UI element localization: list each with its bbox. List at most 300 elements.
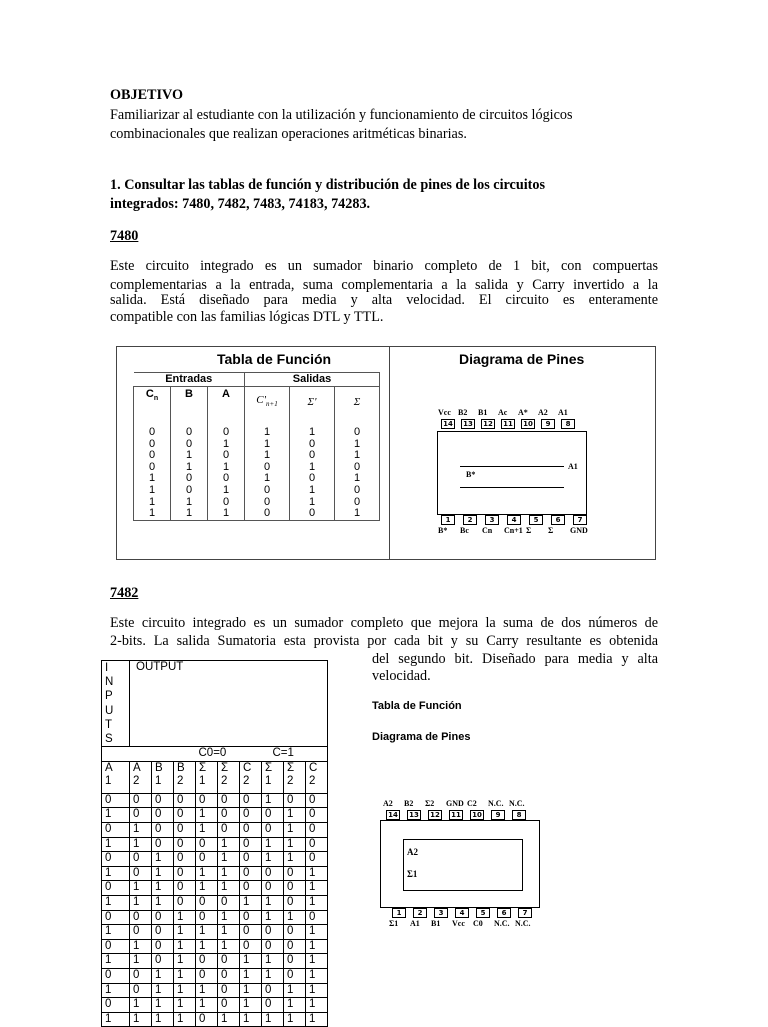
top-pin-label: A* [518, 408, 528, 417]
pin-10: 10 [470, 810, 484, 820]
table-cell: 1 [335, 439, 380, 451]
table-cell: 0 [152, 910, 174, 925]
ic7480-figure [116, 346, 656, 560]
table-cell: 1 [335, 473, 380, 485]
table-cell: 1 [208, 439, 245, 451]
table-cell: 0 [262, 939, 284, 954]
table-cell: 0 [152, 954, 174, 969]
inputs-letter: S [105, 733, 113, 746]
column-header-top: B [155, 761, 163, 774]
table-cell: 0 [134, 419, 171, 439]
table-cell: 0 [262, 866, 284, 881]
table-cell: 0 [130, 793, 152, 808]
c1-label: C=1 [272, 747, 294, 760]
table-row [102, 852, 328, 867]
table-row [102, 823, 328, 838]
table-cell: 0 [174, 895, 196, 910]
pin-diagram-title: Diagrama de Pines [459, 351, 585, 367]
table-cell: 1 [218, 852, 240, 867]
table-cell: 0 [306, 910, 328, 925]
table-cell: 1 [284, 910, 306, 925]
table-cell: 0 [245, 497, 290, 509]
bottom-pin-label: Σ [526, 526, 532, 535]
table-cell: 1 [245, 450, 290, 462]
column-header-sub: 2 [133, 774, 140, 787]
table-cell: 0 [218, 954, 240, 969]
table-row [102, 998, 328, 1013]
table-cell: 1 [240, 968, 262, 983]
table-cell: 0 [262, 881, 284, 896]
bottom-pin-label: Cn+1 [504, 526, 523, 535]
pin-3: 3 [485, 515, 499, 525]
table-cell: 0 [284, 925, 306, 940]
table-row [102, 793, 328, 808]
table-cell: 0 [134, 439, 171, 451]
column-header-sub: 1 [199, 774, 206, 787]
table-cell: 1 [262, 910, 284, 925]
bottom-pin-label: Bc [460, 526, 469, 535]
table-cell: 1 [134, 473, 171, 485]
table-cell: 1 [174, 1012, 196, 1027]
pin-5: 5 [476, 908, 490, 918]
table-cell: 1 [102, 983, 130, 998]
ic7482-line-4: velocidad. [372, 668, 431, 684]
table-cell: 0 [102, 823, 130, 838]
header-sigma: Σ [335, 387, 380, 420]
table-cell: 0 [218, 998, 240, 1013]
inputs-letter: N [105, 676, 114, 689]
table-cell: 1 [196, 983, 218, 998]
table-cell: 0 [240, 910, 262, 925]
table-cell: 1 [174, 998, 196, 1013]
table-cell: 1 [174, 910, 196, 925]
table-cell: 0 [240, 925, 262, 940]
column-header [174, 761, 196, 793]
table-cell: 0 [262, 823, 284, 838]
table-cell: 0 [130, 983, 152, 998]
ic7482-pins-label: Diagrama de Pines [372, 731, 471, 743]
inner-b-label: B* [466, 470, 476, 479]
table-cell: 0 [174, 837, 196, 852]
table-cell: 1 [152, 968, 174, 983]
table-row [102, 866, 328, 881]
table-cell: 0 [196, 895, 218, 910]
pin-11: 11 [449, 810, 463, 820]
table-cell: 0 [240, 808, 262, 823]
table-cell: 0 [134, 462, 171, 474]
pin-12: 12 [481, 419, 495, 429]
table-cell: 0 [240, 823, 262, 838]
table-cell: 0 [174, 808, 196, 823]
table-cell: 1 [306, 954, 328, 969]
top-pin-label: Vcc [438, 408, 451, 417]
pin-13: 13 [461, 419, 475, 429]
table-cell: 1 [218, 939, 240, 954]
column-header-top: A [133, 761, 141, 774]
inputs-letter: U [105, 704, 114, 717]
table-cell: 0 [208, 497, 245, 509]
table-cell: 1 [306, 925, 328, 940]
bottom-pin-label: Σ1 [389, 919, 399, 928]
table-cell: 0 [196, 837, 218, 852]
pin-13: 13 [407, 810, 421, 820]
table-cell: 1 [306, 983, 328, 998]
table-cell: 0 [262, 998, 284, 1013]
table-cell: 1 [306, 968, 328, 983]
table-cell: 0 [152, 823, 174, 838]
column-header-sub: 1 [105, 774, 112, 787]
table-cell: 1 [240, 954, 262, 969]
table-cell: 1 [152, 895, 174, 910]
column-header [196, 761, 218, 793]
output-label: OUTPUT [136, 661, 184, 673]
table-cell: 1 [284, 1012, 306, 1027]
column-header-top: Σ [287, 761, 295, 774]
table-cell: 1 [152, 998, 174, 1013]
objetivo-line-1: Familiarizar al estudiante con la utilización y funcionamiento de circuitos lógicos [110, 107, 573, 123]
table-cell: 1 [171, 508, 208, 520]
chip-body [437, 431, 587, 515]
table-cell: 1 [196, 939, 218, 954]
header-b: B [171, 387, 208, 420]
ic7482-line-2: 2-bits. La salida Sumatoria esta provista por cada bit y su Carry resultante es obtenida [110, 633, 658, 649]
bottom-pin-label: B1 [431, 919, 441, 928]
table-row [102, 925, 328, 940]
table-cell: 0 [240, 866, 262, 881]
column-header [284, 761, 306, 793]
ic7480-line-4: compatible con las familias lógicas DTL y TTL. [110, 309, 384, 325]
objetivo-heading: OBJETIVO [110, 87, 184, 103]
table-cell: 1 [290, 419, 335, 439]
column-header-top: A [105, 761, 113, 774]
table-row [102, 954, 328, 969]
c1-label-cell [262, 747, 328, 762]
column-header-top: C [309, 761, 318, 774]
table-row [134, 508, 380, 520]
table-cell: 1 [290, 485, 335, 497]
column-header-sub: 1 [155, 774, 162, 787]
table-cell: 0 [335, 485, 380, 497]
c0-label: C0=0 [198, 747, 227, 760]
table-row [134, 485, 380, 497]
table-row [102, 808, 328, 823]
table-cell: 0 [262, 925, 284, 940]
inner-a2-label: A2 [407, 847, 418, 857]
top-pin-label: B1 [478, 408, 488, 417]
pin-3: 3 [434, 908, 448, 918]
table-cell: 1 [130, 998, 152, 1013]
inner-s1-label: Σ1 [407, 869, 418, 879]
table-cell: 1 [171, 497, 208, 509]
table-cell: 0 [306, 808, 328, 823]
table-cell: 0 [174, 823, 196, 838]
table-cell: 1 [218, 866, 240, 881]
ic7480-line-1: Este circuito integrado es un sumador binario completo de 1 bit, con compuertas [110, 258, 658, 274]
chip82-body [380, 820, 540, 908]
table-cell: 0 [306, 837, 328, 852]
table-cell: 0 [102, 852, 130, 867]
table-cell: 0 [240, 837, 262, 852]
top-pin-label: B2 [404, 799, 414, 808]
table-cell: 0 [245, 485, 290, 497]
column-header [152, 761, 174, 793]
inputs-letter: T [105, 718, 113, 731]
table-cell: 0 [130, 808, 152, 823]
top-pin-label: GND [446, 799, 464, 808]
section1-line-2: integrados: 7480, 7482, 7483, 74183, 74283. [110, 196, 371, 212]
header-a: A [208, 387, 245, 420]
top-pin-label: A2 [538, 408, 548, 417]
top-pin-label: A1 [558, 408, 568, 417]
table-cell: 0 [306, 793, 328, 808]
table-cell: 0 [196, 910, 218, 925]
table-cell: 0 [196, 852, 218, 867]
table-cell: 1 [130, 954, 152, 969]
table-cell: 1 [262, 895, 284, 910]
table-cell: 0 [240, 852, 262, 867]
table-cell: 1 [240, 983, 262, 998]
table-cell: 0 [174, 866, 196, 881]
header-cn-plus-1: $C'_{n+1}$ [245, 387, 290, 420]
table-cell: 1 [196, 881, 218, 896]
table-cell: 0 [130, 852, 152, 867]
bottom-pin-label: N.C. [494, 919, 510, 928]
table-cell: 0 [262, 808, 284, 823]
table-cell: 0 [218, 983, 240, 998]
table-cell: 1 [306, 895, 328, 910]
top-pin-label: Ac [498, 408, 508, 417]
table-cell: 0 [152, 939, 174, 954]
function-table-title: Tabla de Función [217, 351, 332, 367]
pin-1: 1 [441, 515, 455, 525]
top-pin-label: A2 [383, 799, 393, 808]
table-row [102, 1012, 328, 1027]
pin-12: 12 [428, 810, 442, 820]
pin-14: 14 [441, 419, 455, 429]
ic7482-pin-diagram [380, 790, 550, 940]
table-cell: 1 [262, 793, 284, 808]
pin-6: 6 [551, 515, 565, 525]
table-cell: 0 [102, 793, 130, 808]
table-cell: 0 [174, 852, 196, 867]
table-cell: 1 [284, 983, 306, 998]
table-cell: 1 [134, 485, 171, 497]
bottom-pin-label: C0 [473, 919, 483, 928]
table-cell: 1 [306, 1012, 328, 1027]
table-cell: 0 [152, 925, 174, 940]
ic7482-function-table [101, 660, 328, 1027]
internal-wiring [460, 466, 564, 488]
group-outputs: Salidas [245, 373, 380, 387]
table-cell: 0 [218, 895, 240, 910]
table-cell: 0 [284, 954, 306, 969]
table-row [102, 939, 328, 954]
table-row [134, 497, 380, 509]
table-cell: 0 [335, 497, 380, 509]
table-cell: 1 [284, 808, 306, 823]
table-cell: 1 [196, 823, 218, 838]
table-cell: 0 [196, 954, 218, 969]
table-cell: 1 [306, 866, 328, 881]
table-cell: 1 [284, 823, 306, 838]
pin-14: 14 [386, 810, 400, 820]
top-pin-label: Σ2 [425, 799, 435, 808]
table-cell: 0 [290, 439, 335, 451]
table-cell: 1 [130, 881, 152, 896]
table-cell: 0 [284, 939, 306, 954]
table-cell: 1 [284, 837, 306, 852]
ic7480-function-table [133, 372, 380, 521]
table-cell: 1 [335, 508, 380, 520]
table-cell: 0 [306, 852, 328, 867]
table-cell: 1 [218, 837, 240, 852]
ic7482-heading: 7482 [110, 585, 139, 601]
table-row [102, 983, 328, 998]
table-cell: 1 [152, 983, 174, 998]
table-cell: 0 [284, 895, 306, 910]
table-cell: 0 [262, 983, 284, 998]
table-cell: 1 [102, 1012, 130, 1027]
table-cell: 0 [196, 793, 218, 808]
table-cell: 0 [218, 968, 240, 983]
top-pin-label: N.C. [488, 799, 504, 808]
table-cell: 1 [174, 925, 196, 940]
table-row [134, 450, 380, 462]
table-cell: 0 [284, 968, 306, 983]
table-row [134, 439, 380, 451]
column-header-top: C [243, 761, 252, 774]
table-row [102, 881, 328, 896]
table-cell: 0 [240, 793, 262, 808]
table-row [102, 837, 328, 852]
column-header [218, 761, 240, 793]
table-cell: 1 [284, 852, 306, 867]
top-pin-label: N.C. [509, 799, 525, 808]
chip82-inner-block [403, 839, 523, 891]
table-row [134, 473, 380, 485]
ic7482-function-label: Tabla de Función [372, 700, 462, 712]
table-cell: 1 [245, 419, 290, 439]
header-sigma-prime: Σ' [290, 387, 335, 420]
table-cell: 1 [335, 450, 380, 462]
column-header-sub: 2 [309, 774, 316, 787]
table-cell: 0 [102, 910, 130, 925]
ic7482-line-3: del segundo bit. Diseñado para media y alta [372, 651, 658, 667]
pin-4: 4 [455, 908, 469, 918]
pin-8: 8 [512, 810, 526, 820]
pin-6: 6 [497, 908, 511, 918]
column-header-top: Σ [221, 761, 229, 774]
column-header [262, 761, 284, 793]
table-cell: 1 [102, 895, 130, 910]
table-cell: 0 [102, 998, 130, 1013]
column-header-sub: 2 [177, 774, 184, 787]
table-cell: 1 [208, 462, 245, 474]
table-cell: 1 [174, 954, 196, 969]
figure-divider [389, 347, 390, 559]
table-cell: 1 [262, 852, 284, 867]
column-header-sub: 2 [287, 774, 294, 787]
table-cell: 1 [196, 866, 218, 881]
inputs-letter: P [105, 690, 113, 703]
table-row [134, 419, 380, 439]
table-cell: 1 [102, 954, 130, 969]
table-cell: 0 [130, 925, 152, 940]
table-cell: 0 [130, 866, 152, 881]
table-cell: 0 [208, 419, 245, 439]
table-cell: 1 [306, 939, 328, 954]
table-cell: 0 [284, 793, 306, 808]
bottom-pin-label: Vcc [452, 919, 465, 928]
table-cell: 1 [134, 497, 171, 509]
table-cell: 0 [130, 968, 152, 983]
table-cell: 0 [208, 450, 245, 462]
table-cell: 0 [171, 419, 208, 439]
table-cell: 1 [130, 823, 152, 838]
pin-4: 4 [507, 515, 521, 525]
table-cell: 0 [218, 793, 240, 808]
table-cell: 0 [284, 881, 306, 896]
column-header-top: Σ [265, 761, 273, 774]
section1-line-1: 1. Consultar las tablas de función y distribución de pines de los circuitos [110, 177, 546, 193]
table-cell: 1 [130, 837, 152, 852]
pin-9: 9 [541, 419, 555, 429]
bottom-pin-label: B* [438, 526, 448, 535]
bottom-pin-label: Cn [482, 526, 493, 535]
table-cell: 1 [130, 939, 152, 954]
table-cell: 1 [262, 837, 284, 852]
table-cell: 1 [284, 998, 306, 1013]
ic7482-line-1: Este circuito integrado es un sumador completo que mejora la suma de dos números de [110, 615, 658, 631]
table-cell: 0 [196, 968, 218, 983]
table-cell: 1 [152, 852, 174, 867]
table-cell: 1 [174, 983, 196, 998]
table-cell: 0 [152, 837, 174, 852]
table-row [102, 968, 328, 983]
bottom-pin-label: N.C. [515, 919, 531, 928]
table-cell: 1 [102, 808, 130, 823]
table-cell: 0 [245, 462, 290, 474]
table-cell: 1 [130, 895, 152, 910]
output-label-cell [130, 661, 328, 747]
table-cell: 1 [196, 808, 218, 823]
column-header [240, 761, 262, 793]
table-cell: 0 [290, 508, 335, 520]
c0-label-cell [196, 747, 262, 762]
pin-5: 5 [529, 515, 543, 525]
table-cell: 1 [171, 450, 208, 462]
ic7480-line-3: salida. Está diseñado para media y alta velocidad. El circuito es enteramente [110, 292, 658, 308]
inner-a-label: A1 [568, 462, 578, 471]
ic7480-heading: 7480 [110, 228, 139, 244]
table-cell: 0 [245, 508, 290, 520]
table-cell: 1 [208, 508, 245, 520]
pin-9: 9 [491, 810, 505, 820]
table-cell: 1 [245, 473, 290, 485]
table-cell: 1 [218, 1012, 240, 1027]
table-cell: 0 [218, 808, 240, 823]
table-cell: 1 [134, 508, 171, 520]
pin-2: 2 [413, 908, 427, 918]
pin-7: 7 [518, 908, 532, 918]
bottom-pin-label: Σ [548, 526, 554, 535]
table-cell: 0 [152, 793, 174, 808]
ic7480-line-2: complementarias a la entrada, suma complementaria a la salida y Carry invertido a la [110, 277, 658, 293]
table-cell: 1 [218, 881, 240, 896]
column-header-sub: 2 [243, 774, 250, 787]
table-cell: 1 [174, 939, 196, 954]
ic7480-pin-diagram [427, 405, 627, 535]
